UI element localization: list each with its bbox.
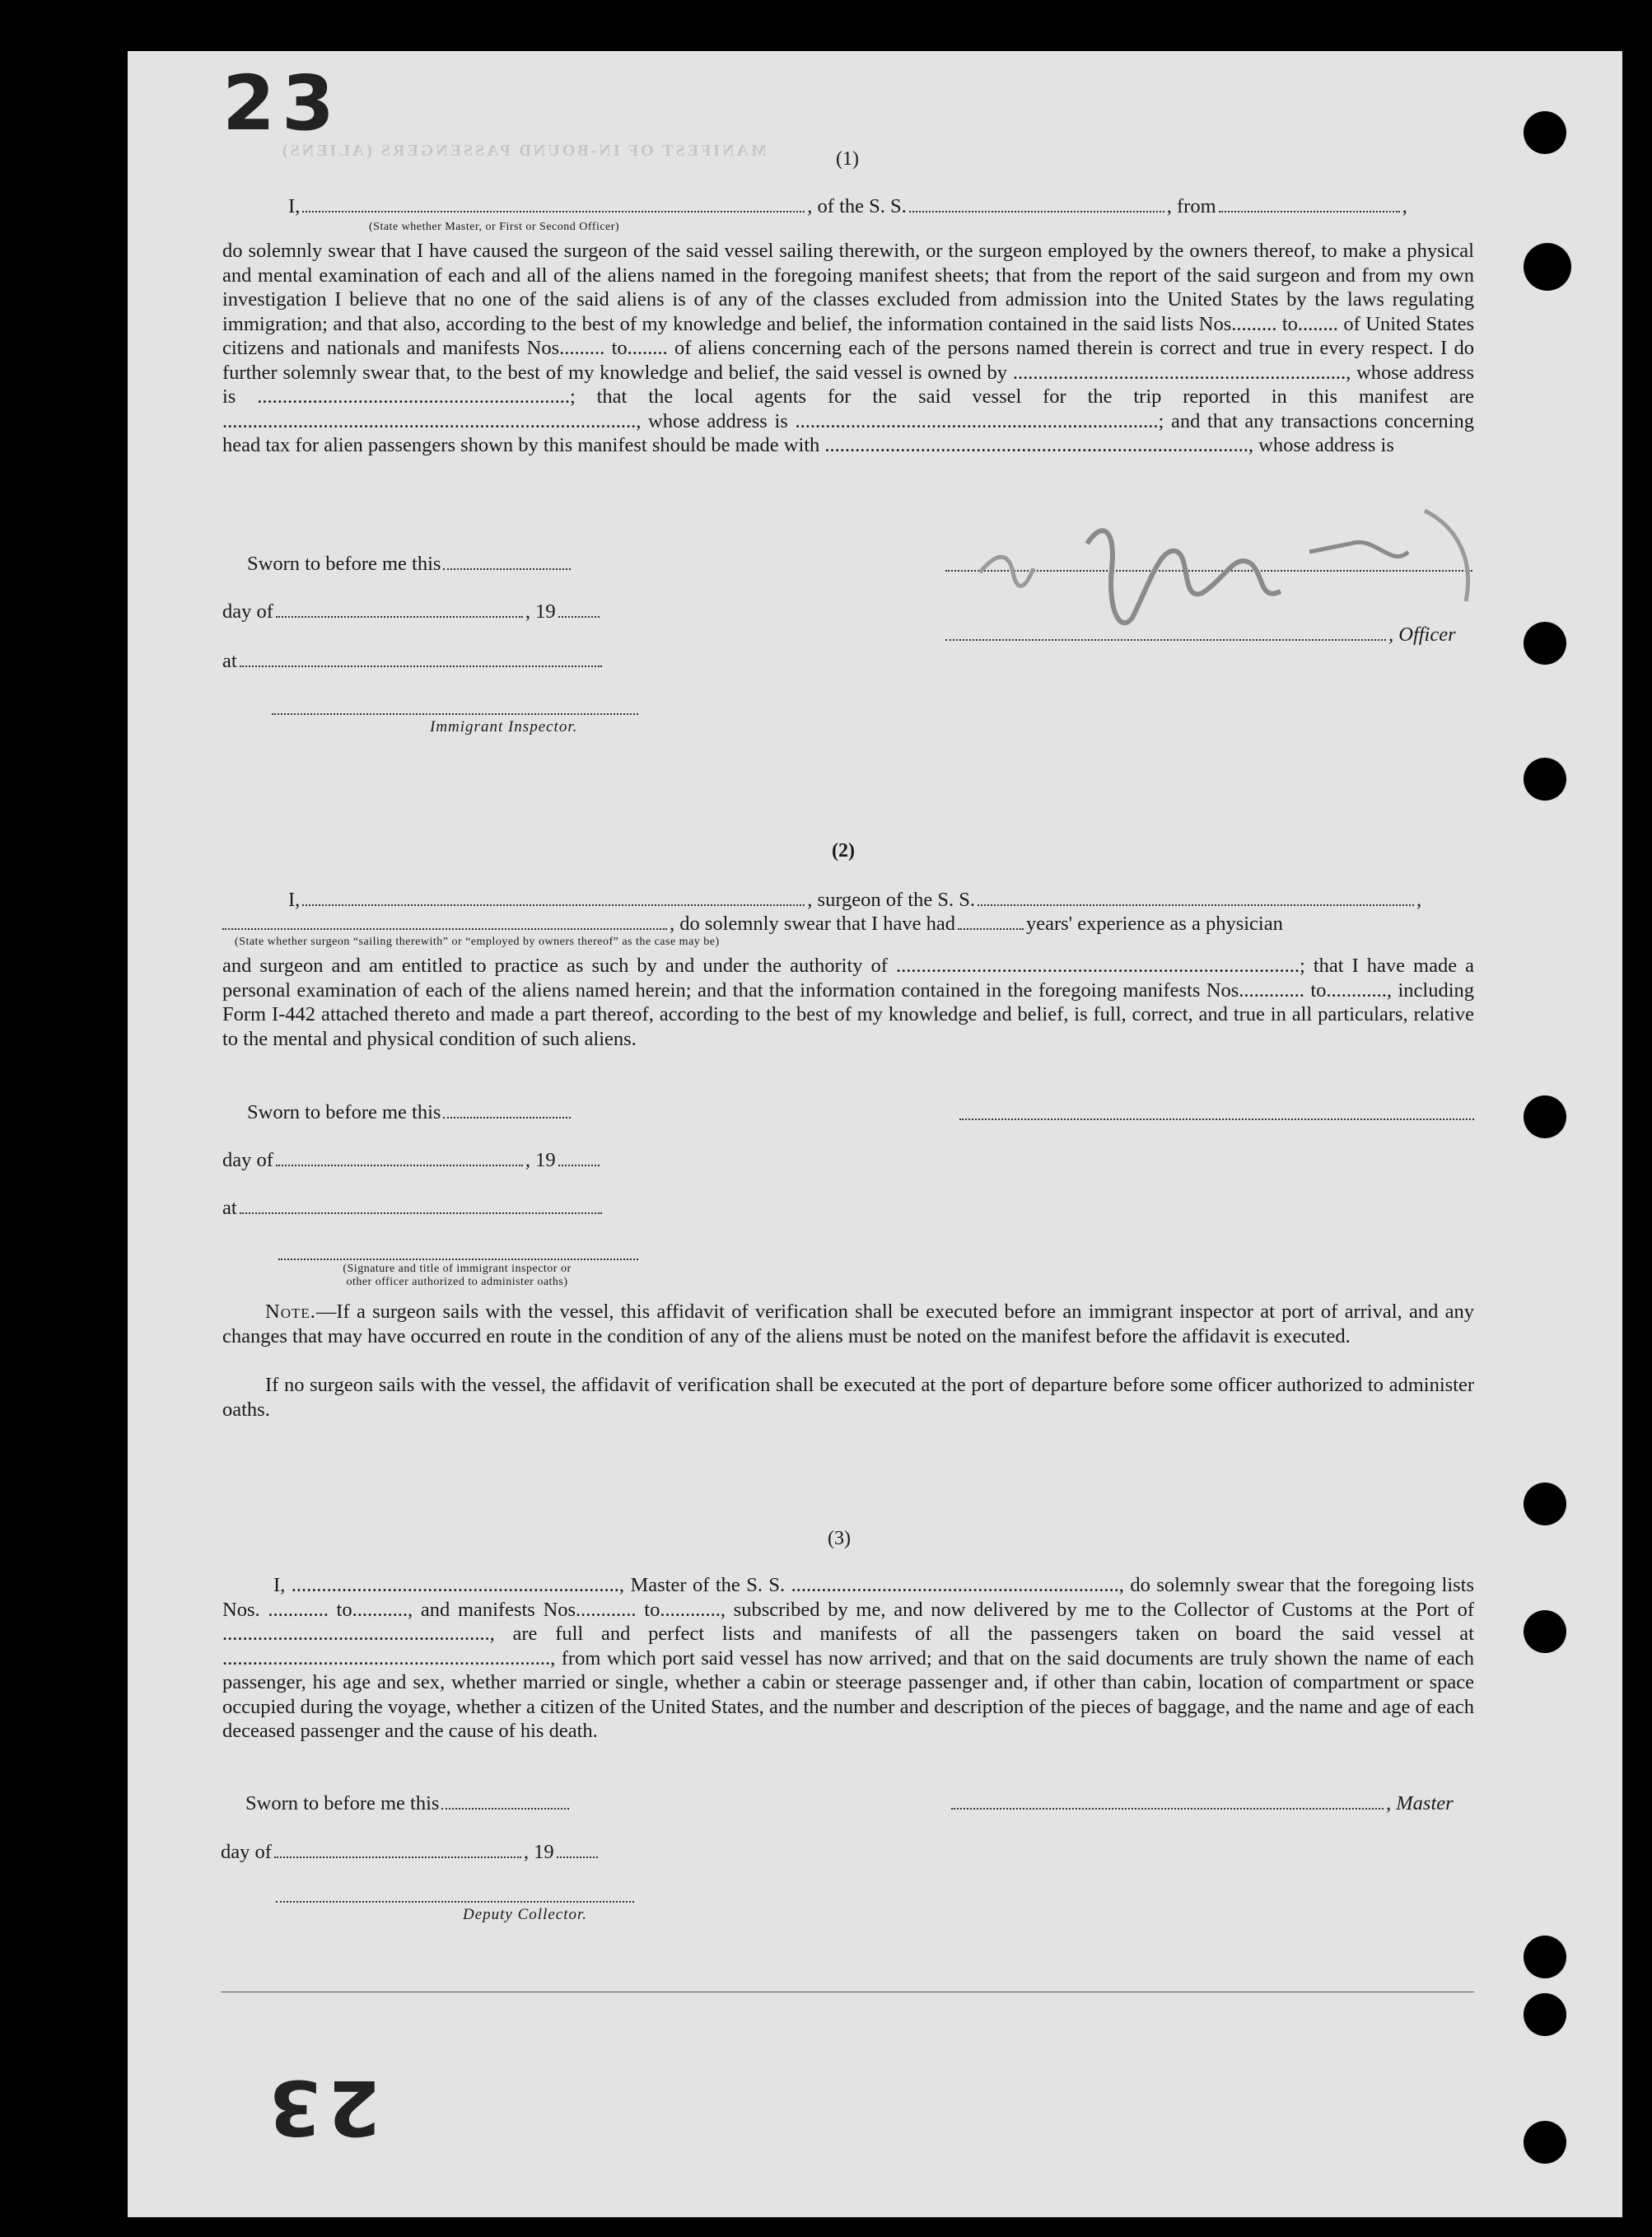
officer-line: , Officer [945,623,1456,647]
section-2-line-1: I, , surgeon of the S. S. , [288,889,1422,911]
handwritten-signature [964,494,1491,651]
section-1-number: (1) [836,148,859,170]
section-3-number: (3) [828,1528,851,1549]
note-paragraph: Note.—If a surgeon sails with the vessel, this affidavit of verification shall be executed before an immigrant inspector at port of arrival, and any changes that may have occurred en route in the condition of any of the aliens must be noted on the manifest before the affidavit is executed. [222,1301,1474,1347]
surgeon-vessel-field[interactable] [978,904,1414,906]
page-number-stamp-bottom: 23 [262,2063,381,2151]
section-1-at: at [222,649,604,674]
sworn-day-field[interactable] [441,1808,569,1810]
section-1-day: day of , 19 [222,600,602,624]
punch-hole [1524,1610,1566,1653]
year-field[interactable] [557,1856,598,1858]
section-2-sworn: Sworn to before me this [247,1100,573,1125]
section-2-line-2: , do solemnly swear that I have had years' experience as a physician [222,912,1283,936]
note-paragraph-2: If no surgeon sails with the vessel, the affidavit of verification shall be executed at the port of departure before some officer authorized to administer oaths. [222,1374,1474,1421]
punch-hole [1524,111,1566,154]
month-field[interactable] [274,1856,521,1858]
sworn-day-field[interactable] [443,1117,571,1118]
section-3-body: I, ................................................................., Master of the S. S. ................................................................., do solemnly swear that the foregoing lists Nos. ............ to..........., and manifests Nos............ to............, subscribed by me, and now delivered by me to the Collector of Customs at the Port of ....................................................., are full and perfect lists and manifests of all the passengers taken on board the said vessel at ................................................................., from which port said vessel has now arrived; and that on the said documents are truly shown the name of each passenger, his age and sex, whether married or single, whether a cabin or steerage passenger and, if other than cabin, location of compartment or space occupied during the voyage, whether a citizen of the United States, and the number and description of the pieces of baggage, and the name and age of each deceased passenger and the cause of his death. [222,1574,1474,1742]
signature-instruction-2: other officer authorized to administer oaths) [346,1276,568,1288]
punch-hole [1524,758,1566,801]
surgeon-status-field[interactable] [222,928,667,930]
collector-caption: Deputy Collector. [463,1906,588,1923]
location-field[interactable] [240,1212,602,1214]
signature-instruction-1: (Signature and title of immigrant inspector or [343,1263,572,1275]
officer-rank-field[interactable] [302,211,805,212]
sworn-day-field[interactable] [443,568,571,570]
section-1-line-1: I, , of the S. S. , from , [288,195,1407,217]
punch-hole [1524,1095,1566,1138]
year-field[interactable] [558,616,600,618]
surgeon-signature-line[interactable] [959,1118,1474,1120]
years-field[interactable] [958,928,1024,930]
location-field[interactable] [240,665,602,667]
section-2-body: and surgeon and am entitled to practice as such by and under the authority of ................................................................................; that I have made a personal examination of each of the aliens named herein; and that the information contained in the foregoing manifests Nos............. to............, including Form I-442 attached thereto and made a part thereof, according to the best of my knowledge and belief, is full, correct, and true in all particulars, relative to the mental and physical condition of such aliens. [222,955,1474,1050]
section-1-body: do solemnly swear that I have caused the surgeon of the said vessel sailing therewith, or the surgeon employed by the owners thereof, to make a physical and mental examination of each and all of the aliens named in the foregoing manifest sheets; that from the report of the said surgeon and from my own investigation I believe that no one of the said aliens is of any of the classes excluded from admission into the United States by the laws regulating immigration; and that also, according to the best of my knowledge and belief, the information contained in the said lists Nos......... to........ of United States citizens and nationals and manifests Nos......... to........ of aliens concerning each of the persons named therein is correct and true in every respect. I do further solemnly swear that, to the best of my knowledge and belief, the said vessel is owned by .................................................................., whose address is ..............................................................; that the local agents for the said vessel for the trip reported in this manifest are .................................................................................., whose address is ........................................................................; and that any transactions concerning head tax for alien passengers shown by this manifest should be made with ...................................................................................., whose address is [222,240,1474,456]
page-number-stamp-top: 23 [222,59,342,147]
section-2-at: at [222,1196,604,1221]
section-1-sworn: Sworn to before me this [247,552,573,577]
year-field[interactable] [558,1165,600,1166]
rank-instruction: (State whether Master, or First or Second Officer) [369,221,620,233]
bleed-through-text: MANIFEST OF IN-BOUND PASSENGERS (ALIENS) [280,142,767,160]
section-3-day: day of , 19 [221,1840,600,1865]
master-line: , Master [951,1791,1454,1816]
label-of-ss: , of the S. S. [807,195,907,217]
inspector-signature-line[interactable] [272,713,638,715]
port-from-field[interactable] [1219,211,1400,212]
section-2-day: day of , 19 [222,1148,602,1173]
master-signature-field[interactable] [951,1808,1384,1810]
punch-hole [1524,1483,1566,1525]
surgeon-name-field[interactable] [302,904,805,906]
punch-hole [1524,243,1571,291]
punch-hole [1524,1993,1566,2036]
month-field[interactable] [276,616,523,618]
label-from: , from [1166,195,1216,217]
punch-hole [1524,1936,1566,1978]
month-field[interactable] [276,1165,523,1166]
vessel-name-field[interactable] [909,211,1164,212]
punch-hole [1524,2121,1566,2164]
section-2-number: (2) [832,840,855,862]
collector-signature-line[interactable] [276,1901,634,1903]
surgeon-instruction: (State whether surgeon “sailing therewith” or “employed by owners thereof” as the case may be) [235,936,720,948]
inspector-signature-line[interactable] [278,1259,638,1260]
punch-hole [1524,622,1566,665]
label-i: I, [288,195,301,217]
section-3-sworn: Sworn to before me this [245,1791,572,1816]
inspector-caption: Immigrant Inspector. [430,718,578,736]
